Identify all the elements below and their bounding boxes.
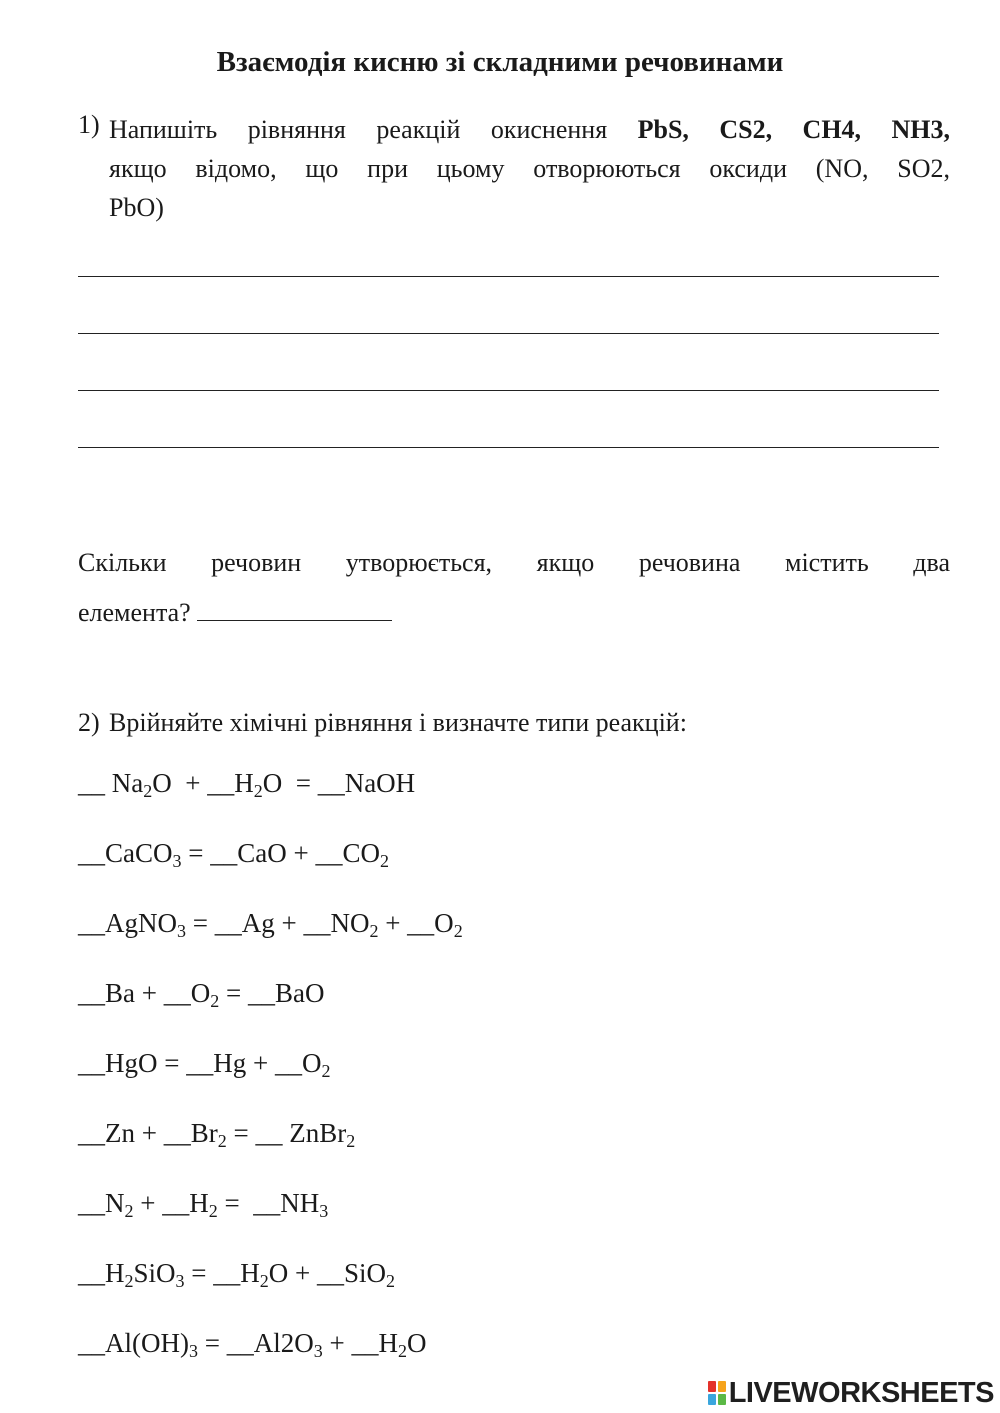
equation-text: = __ ZnBr [226,1118,347,1148]
equation-subscript: 2 [369,921,379,941]
equation-text: O [406,1328,427,1358]
count-question [78,538,950,638]
equation-subscript: 3 [177,921,186,941]
logo-square [708,1381,716,1392]
equation-text: __N [78,1188,125,1218]
equation[interactable] [78,978,324,1009]
question-1-line-1 [109,110,950,149]
equation-text: __HgO = __Hg + __O [78,1048,322,1078]
equation-subscript: 2 [210,991,220,1011]
equation-subscript: 2 [379,851,389,871]
equation-subscript: 2 [253,781,263,801]
question-1 [78,110,950,227]
equation-text: O + __SiO [268,1258,387,1288]
equation-text: __CaCO [78,838,173,868]
equation-text: = __NH [217,1188,320,1218]
equation[interactable] [78,1258,395,1289]
page-title: Взаємодія кисню зі складними речовинами [216,46,784,78]
equation-text: O = __NaOH [262,768,416,798]
equation[interactable] [78,838,389,869]
answer-line[interactable] [78,447,939,448]
equation-text: SiO [133,1258,176,1288]
equation-subscript: 3 [319,1201,329,1221]
question-1-formulas: PbS, CS2, CH4, NH3, [637,115,950,144]
logo-square [708,1394,716,1405]
equation-subscript: 2 [386,1271,396,1291]
equation-text: __AgNO [78,908,177,938]
equation-subscript: 2 [208,1201,218,1221]
liveworksheets-logo [708,1376,994,1410]
answer-line[interactable] [78,276,939,277]
equation[interactable] [78,768,415,799]
equation[interactable] [78,908,463,939]
answer-line[interactable] [78,333,939,334]
equation-subscript: 2 [346,1131,356,1151]
equation-text: O + __H [152,768,254,798]
equation-subscript: 3 [313,1341,323,1361]
logo-square [718,1381,726,1392]
equation-text: = __H [184,1258,260,1288]
logo-mark-icon [708,1381,726,1405]
answer-line[interactable] [78,390,939,391]
equation[interactable] [78,1328,426,1359]
equation-text: = __Ag + __NO [186,908,370,938]
equation-subscript: 3 [188,1341,198,1361]
equation-subscript: 2 [217,1131,227,1151]
equation-subscript: 2 [321,1061,331,1081]
question-2-text: Врійняйте хімічні рівняння і визначте типи реакцій: [109,708,687,737]
equation-subscript: 2 [124,1201,134,1221]
question-1-text: Напишіть рівняння реакцій окиснення [109,115,638,144]
equation-text: = __Al2O [197,1328,314,1358]
equation-text: = __BaO [219,978,325,1008]
equation-text: + __H [322,1328,398,1358]
count-question-line-1: Скільки речовин утворюється, якщо речовина містить два [78,548,950,577]
equation-subscript: 3 [172,851,182,871]
logo-square [718,1394,726,1405]
equation-text: __ Na [78,768,144,798]
equation-subscript: 2 [124,1271,134,1291]
equation-text: __Ba + __O [78,978,211,1008]
equation-text: __H [78,1258,125,1288]
equation-text: + __H [133,1188,209,1218]
equation[interactable] [78,1048,330,1079]
equation-text: __Al(OH) [78,1328,189,1358]
question-1-line-3: PbO) [109,193,164,222]
equation-text: = __CaO + __CO [181,838,380,868]
count-question-line-2 [78,588,950,638]
question-1-line-2: якщо відомо, що при цьому отворюються оксиди (NO, SO2, [109,154,950,183]
equation-text: + __O [378,908,454,938]
equation-subscript: 2 [397,1341,407,1361]
logo-text: LIVEWORKSHEETS [728,1376,994,1409]
equation-subscript: 2 [453,921,463,941]
equation[interactable] [78,1118,355,1149]
question-1-number: 1) [78,110,100,139]
equation-subscript: 2 [143,781,153,801]
equation-text: __Zn + __Br [78,1118,218,1148]
equation[interactable] [78,1188,328,1219]
count-question-text: елемента? [78,598,191,627]
equation-subscript: 3 [175,1271,185,1291]
equation-subscript: 2 [259,1271,269,1291]
question-2-number: 2) [78,708,100,737]
count-answer-blank[interactable] [197,598,392,621]
question-2 [78,708,687,738]
